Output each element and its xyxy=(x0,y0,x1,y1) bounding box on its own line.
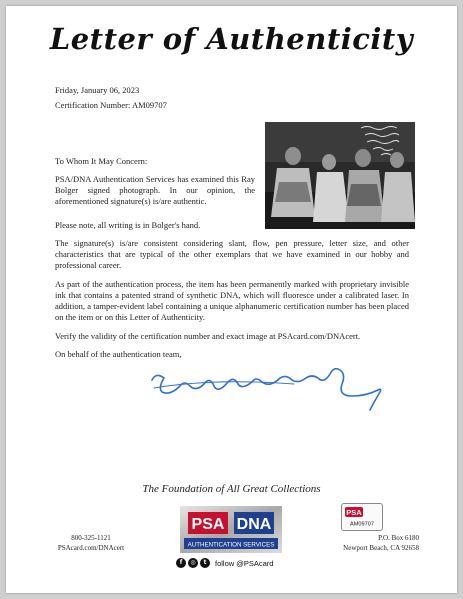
footer-address xyxy=(333,533,419,553)
dna-logo-text: DNA xyxy=(236,516,272,533)
psa-logo-text: PSA xyxy=(191,516,225,533)
footer-tagline: The Foundation of All Great Collections xyxy=(142,483,321,495)
letter-page xyxy=(6,6,457,593)
letter-date: Friday, January 06, 2023 xyxy=(55,85,140,95)
paragraph-note: Please note, all writing is in Bolger's hand. xyxy=(55,220,201,230)
footer-contact xyxy=(51,533,131,553)
paragraph-consistency: The signature(s) is/are consistent considering slant, flow, pen pressure, letter size, and other characteristics that are typical of the other exemplars that we have examined in our hobby and professional career. xyxy=(55,238,409,270)
social-follow[interactable] xyxy=(176,556,286,570)
paragraph-examination: PSA/DNA Authentication Services has examined this Ray Bolger signed photograph. In our opinion, the aforementioned signature(s) is/are authentic. xyxy=(55,174,255,206)
salutation: To Whom It May Concern: xyxy=(55,156,148,166)
paragraph-process: As part of the authentication process, the item has been permanently marked with proprietary invisible ink that contains a patented strand of synthetic DNA, which will fluoresce under a calibrated laser. In addition, a tamper-evident label containing a unique alphanumeric certification number has been placed on the item or on this Letter of Authenticity. xyxy=(55,279,409,322)
logo-subtitle: AUTHENTICATION SERVICES xyxy=(187,541,275,549)
psa-dna-logo xyxy=(180,506,282,553)
footer-po-box: P.O. Box 6180 xyxy=(378,534,419,542)
paragraph-closing: On behalf of the authentication team, xyxy=(55,349,182,359)
facebook-icon[interactable]: f xyxy=(176,558,186,568)
footer-website[interactable]: PSAcard.com/DNAcert xyxy=(57,544,125,552)
paragraph-verify: Verify the validity of the certification number and exact image at PSAcard.com/DNAcert. xyxy=(55,331,361,341)
psa-cert-sticker xyxy=(341,503,383,531)
social-handle[interactable]: follow @PSAcard xyxy=(215,558,274,568)
certification-number: Certification Number: AM09707 xyxy=(55,100,167,110)
instagram-icon[interactable]: ◎ xyxy=(188,558,198,568)
footer-city: Newport Beach, CA 92658 xyxy=(343,544,419,552)
authenticator-signature xyxy=(146,366,386,419)
footer-phone: 800-325-1121 xyxy=(71,534,111,542)
twitter-icon[interactable]: t xyxy=(200,558,210,568)
signed-photograph xyxy=(265,122,415,229)
letter-title: Letter of Authenticity xyxy=(49,22,414,56)
sticker-number: AM09707 xyxy=(350,521,374,528)
sticker-brand: PSA xyxy=(346,508,362,517)
